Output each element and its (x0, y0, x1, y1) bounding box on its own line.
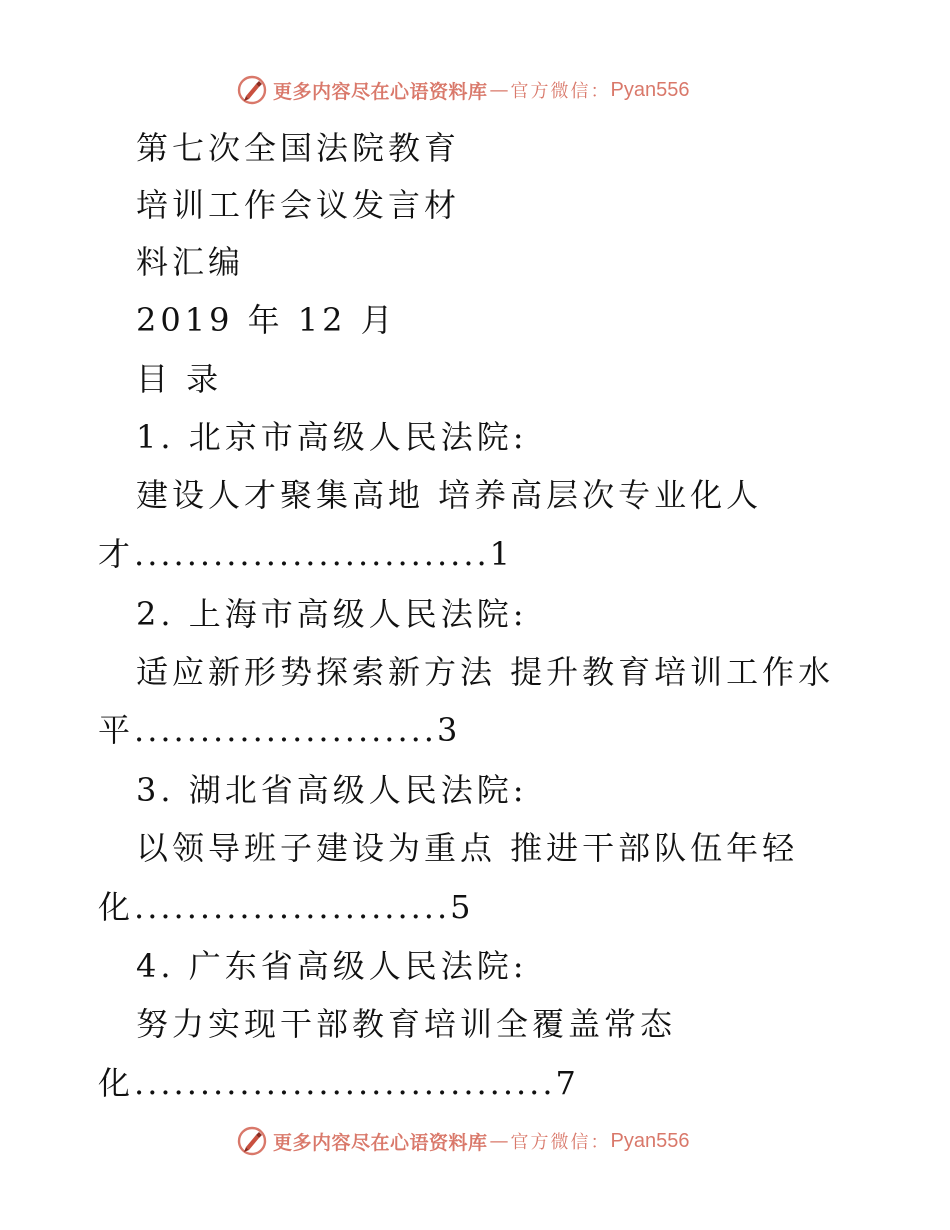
watermark-official-label: 官方微信： (510, 81, 611, 102)
doc-title-line-3: 料汇编 (136, 243, 245, 281)
pen-logo-icon (237, 75, 267, 105)
watermark-wechat-id: Pyan556 (610, 78, 690, 101)
toc-entry-title: 适应新形势探索新方法 提升教育培训工作水 (136, 653, 835, 691)
pen-logo-icon (237, 1126, 267, 1156)
toc-entry-tail (98, 710, 461, 750)
doc-title-line-1: 第七次全国法院教育 (136, 129, 461, 167)
watermark-text: 更多内容尽在心语资料库 (273, 80, 488, 103)
doc-date: 2019 年 12 月 (136, 301, 397, 339)
toc-leader-dots: ....................... (134, 711, 437, 749)
watermark-official-label: 官方微信： (510, 1132, 611, 1153)
toc-entry-title: 努力实现干部教育培训全覆盖常态 (136, 1005, 677, 1043)
toc-entry-tail-text: 才 (98, 535, 135, 573)
watermark-wechat-id: Pyan556 (610, 1129, 690, 1152)
toc-entry-tail (98, 1063, 580, 1103)
watermark-header (237, 73, 689, 107)
toc-leader-dots: ................................ (134, 1064, 556, 1102)
toc-entry-tail (98, 534, 514, 574)
toc-entry-org: 4. 广东省高级人民法院: (136, 947, 528, 985)
toc-entry-org: 3. 湖北省高级人民法院: (136, 771, 528, 809)
toc-entry-tail (98, 887, 475, 927)
toc-heading: 目 录 (136, 360, 223, 398)
watermark-text: 更多内容尽在心语资料库 (273, 1131, 488, 1154)
toc-page-number: 1 (489, 535, 515, 573)
toc-entry-tail-text: 化 (98, 1064, 135, 1102)
toc-entry-org: 1. 北京市高级人民法院: (136, 418, 528, 456)
toc-leader-dots: ........................... (134, 535, 490, 573)
toc-entry-title: 以领导班子建设为重点 推进干部队伍年轻 (136, 829, 799, 867)
toc-entry-tail-text: 平 (98, 711, 135, 749)
toc-leader-dots: ........................ (134, 888, 451, 926)
toc-entry-tail-text: 化 (98, 888, 135, 926)
toc-page-number: 3 (436, 711, 462, 749)
watermark-footer (237, 1124, 689, 1158)
toc-page-number: 5 (450, 888, 475, 926)
toc-entry-title: 建设人才聚集高地 培养高层次专业化人 (136, 476, 763, 514)
toc-page-number: 7 (555, 1064, 580, 1102)
toc-entry-org: 2. 上海市高级人民法院: (136, 595, 528, 633)
watermark-dash: — (489, 79, 509, 101)
watermark-dash: — (489, 1130, 509, 1152)
doc-title-line-2: 培训工作会议发言材 (136, 186, 461, 224)
